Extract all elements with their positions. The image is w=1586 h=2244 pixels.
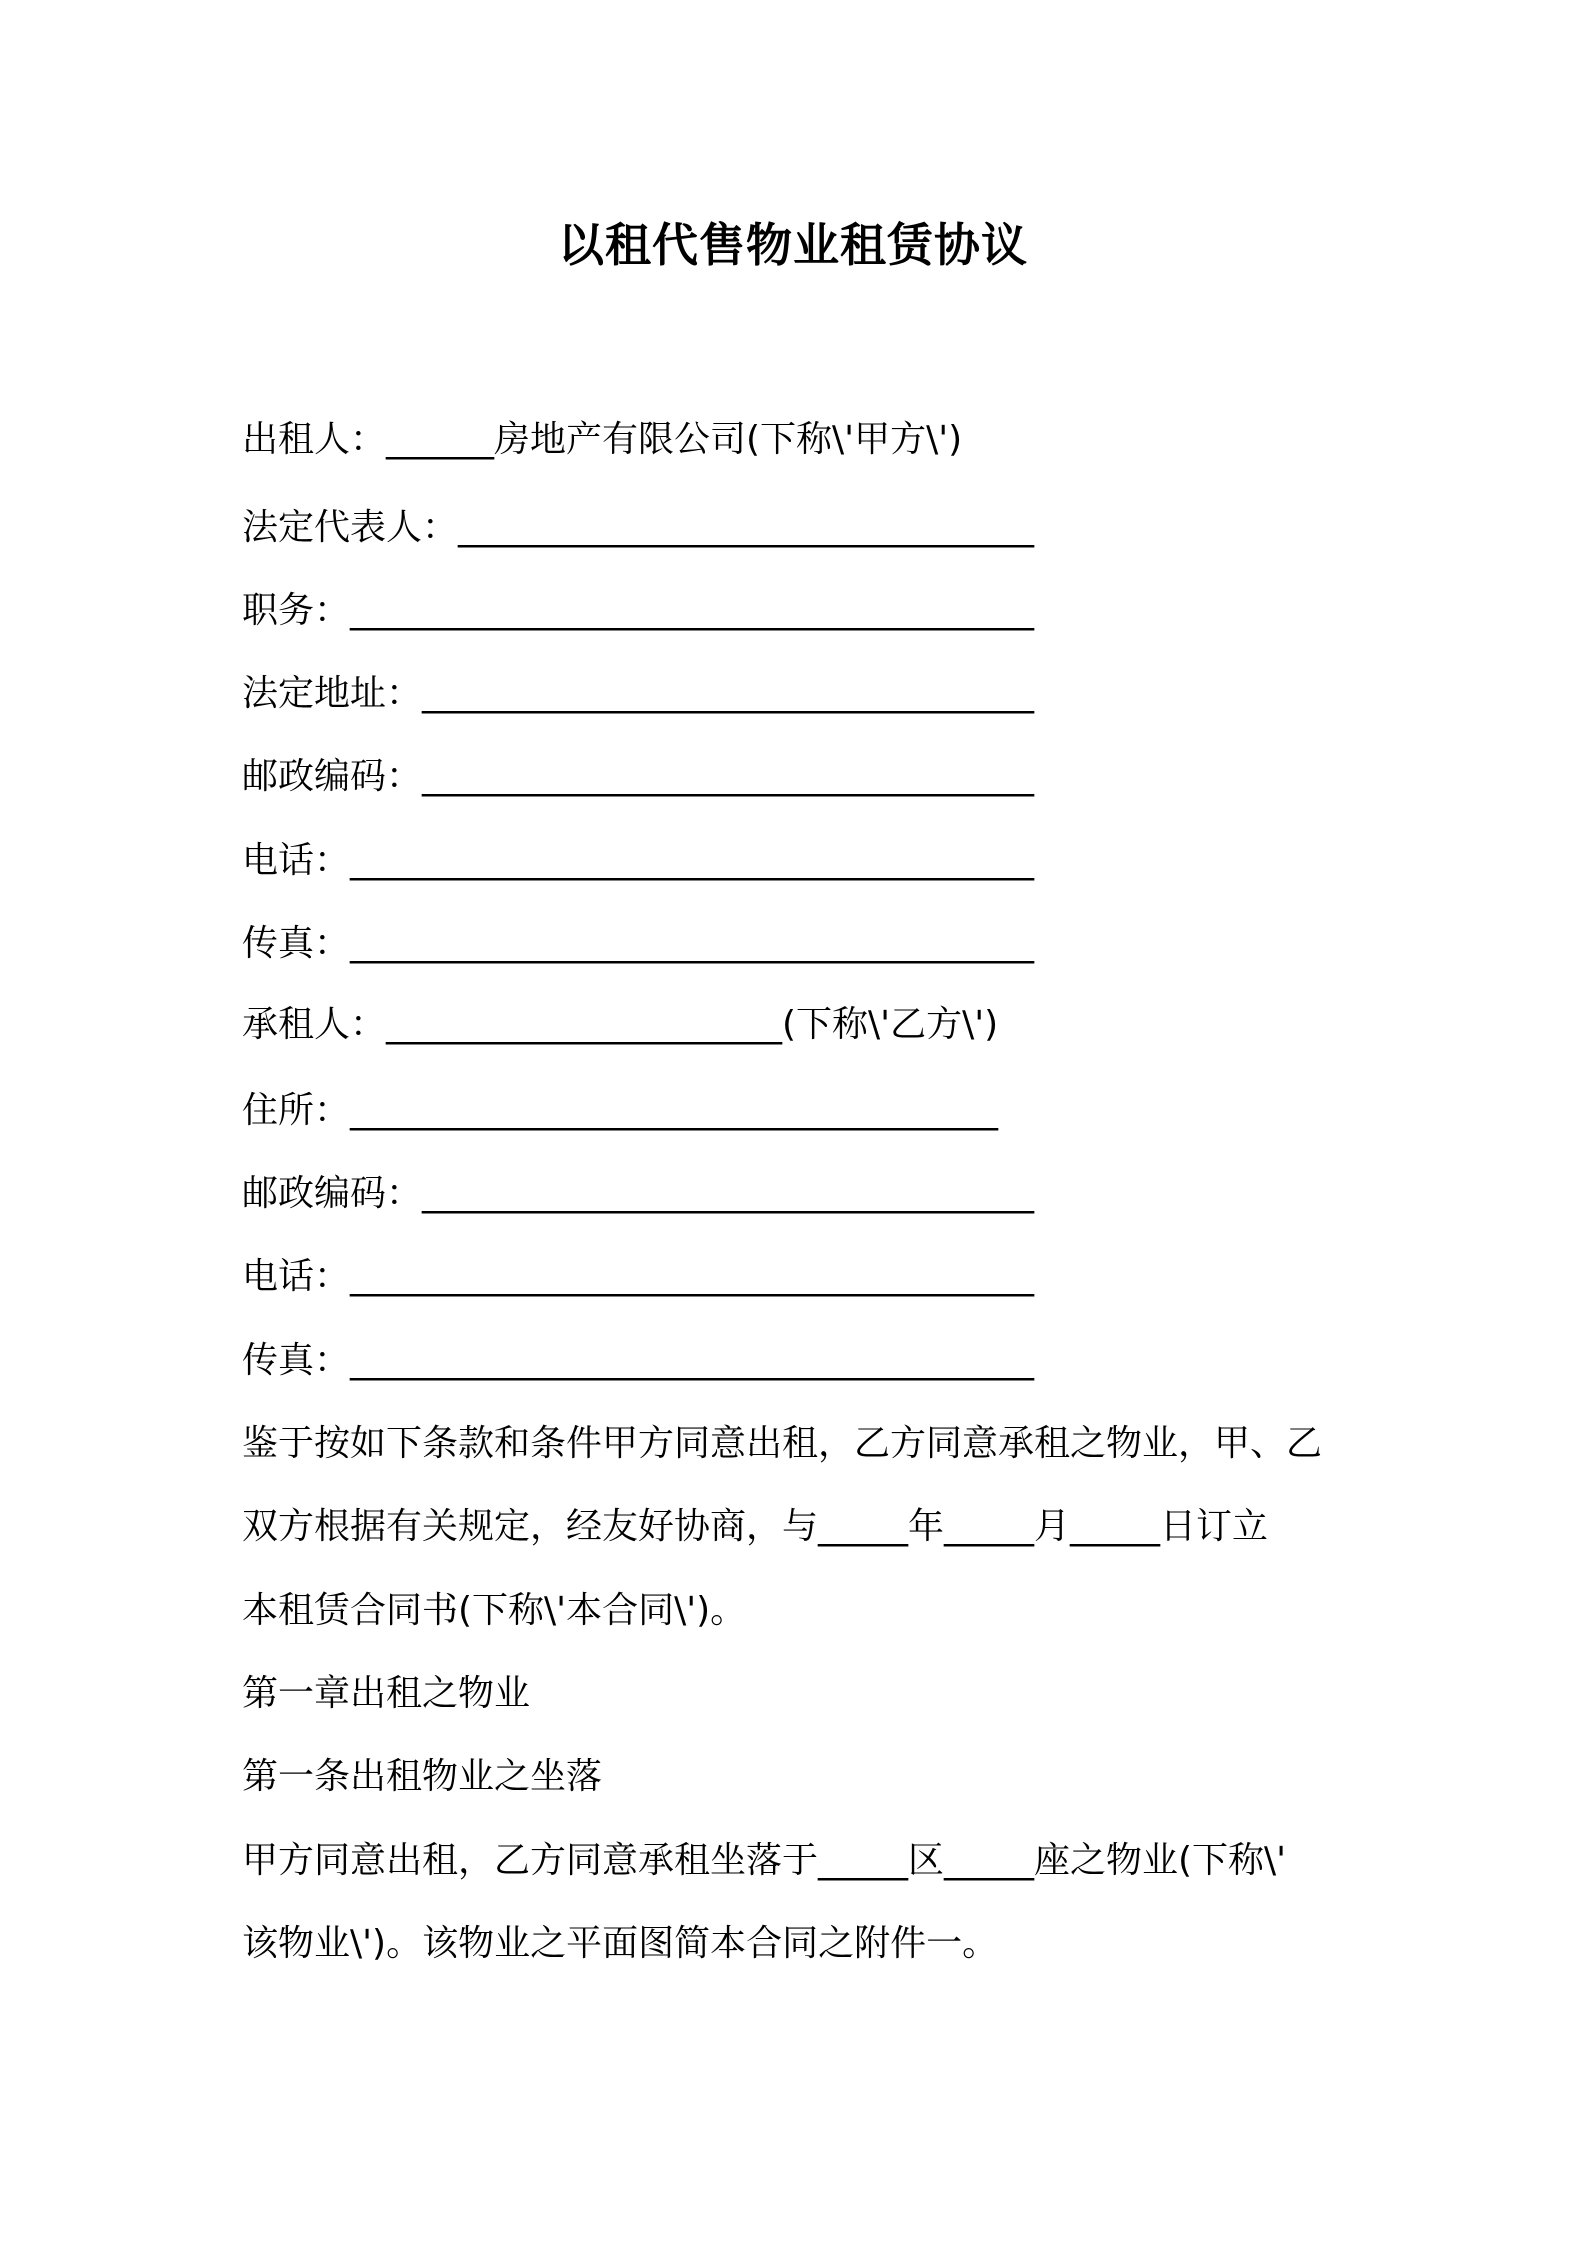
lessor-phone-line: 电话：______________________________________ — [242, 840, 1035, 881]
chapter-1-heading: 第一章出租之物业 — [242, 1673, 531, 1714]
lessee-postal-code-line: 邮政编码：__________________________________ — [242, 1173, 1035, 1214]
lessor-line: 出租人：______房地产有限公司(下称\'甲方\') — [242, 419, 963, 460]
lessee-fax-line: 传真：______________________________________ — [242, 1340, 1035, 1381]
article-1-heading: 第一条出租物业之坐落 — [242, 1756, 603, 1797]
lessor-postal-code-line: 邮政编码：__________________________________ — [242, 756, 1035, 797]
document-title: 以租代售物业租赁协议 — [558, 218, 1028, 272]
lessee-phone-line: 电话：______________________________________ — [242, 1256, 1035, 1297]
lessee-line: 承租人：______________________(下称\'乙方\') — [242, 1004, 999, 1045]
preamble-line-2: 双方根据有关规定，经友好协商，与_____年_____月_____日订立 — [242, 1506, 1269, 1547]
lessor-legal-representative-line: 法定代表人：________________________________ — [242, 507, 1035, 548]
lessor-position-line: 职务：______________________________________ — [242, 590, 1035, 631]
preamble-line-1: 鉴于按如下条款和条件甲方同意出租，乙方同意承租之物业，甲、乙 — [242, 1423, 1323, 1464]
article-1-body-line-2: 该物业\')。该物业之平面图简本合同之附件一。 — [242, 1923, 999, 1964]
preamble-line-3: 本租赁合同书(下称\'本合同\')。 — [242, 1590, 747, 1631]
lessor-fax-line: 传真：______________________________________ — [242, 923, 1035, 964]
lessee-address-line: 住所：____________________________________ — [242, 1090, 999, 1131]
lessor-legal-address-line: 法定地址：__________________________________ — [242, 673, 1035, 714]
article-1-body-line-1: 甲方同意出租，乙方同意承租坐落于_____区_____座之物业(下称\' — [242, 1840, 1287, 1881]
